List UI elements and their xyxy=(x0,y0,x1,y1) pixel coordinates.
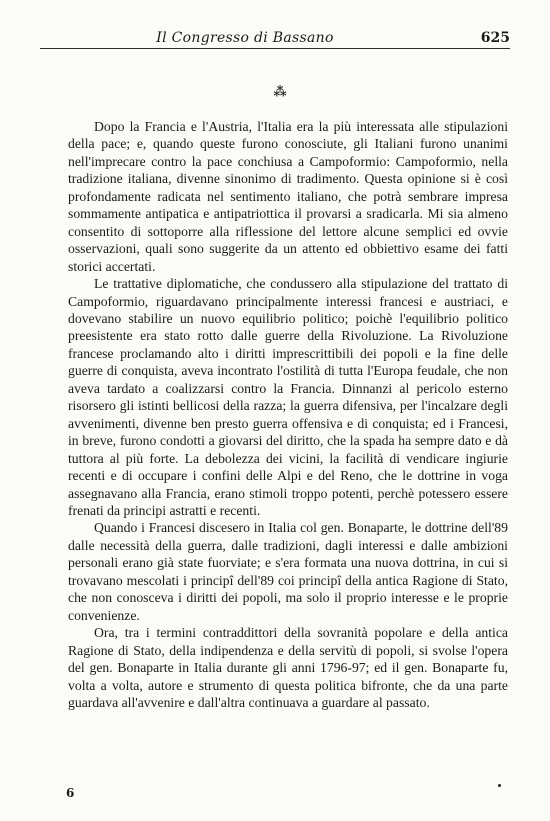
body-text xyxy=(68,118,508,711)
section-asterism: ⁂ xyxy=(273,85,287,100)
page-number: 625 xyxy=(480,30,510,46)
header-rule xyxy=(40,48,510,49)
running-title: Il Congresso di Bassano xyxy=(156,30,334,46)
signature-mark: 6 xyxy=(66,786,75,800)
paragraph: Quando i Francesi discesero in Italia col gen. Bonaparte, le dottrine dell'89 dalle necessità della guerra, dalle tradizioni, dagli interessi e dalle ambizioni personali erano già state fuorviate; e s'era formata una nuova dottrina, in cui si trovavano mescolati i principî dell'89 coi principî della antica Ragione di Stato, che non conosceva i diritti dei popoli, ma solo il proprio interesse e le proprie convenienze. xyxy=(68,520,508,623)
paragraph: Dopo la Francia e l'Austria, l'Italia era la più interessata alle stipulazioni della pace; e, quando queste furono conosciute, gli Italiani furono unanimi nell'imprecare contro la pace conchiusa a Campoformio: Campoformio, nella tradizione italiana, divenne sinonimo di tradimento. Questa opinione si è così profondamente radicata nel sentimento italiano, che potrà sembrare impresa sommamente antipatica e antipatriottica il provarsi a sradicarla. Mi sia almeno consentito di sottoporre alla riflessione del lettore alcune semplici ed ovvie osservazioni, quali sono suggerite da un attento ed obbiettivo esame dei fatti storici accertati. xyxy=(68,119,508,274)
paragraph: Ora, tra i termini contraddittori della sovranità popolare e della antica Ragione di Stato, della indipendenza e della servitù di popoli, si svolse l'opera del gen. Bonaparte in Italia durante gli anni 1796-97; ed il gen. Bonaparte fu, volta a volta, autore e strumento di questa politica bifronte, che da una parte guardava all'avvenire e dall'altra continuava a guardare al passato. xyxy=(68,625,508,710)
paragraph: Le trattative diplomatiche, che condussero alla stipulazione del trattato di Campoformio, riguardavano principalmente interessi francesi e austriaci, e dovevano stabilire un nuovo equilibrio politico; poichè l'equilibrio politico preesistente era stato rotto dalle guerre della Rivoluzione. La Rivoluzione francese proclamando alto i diritti imprescrittibili dei popoli e la fine delle guerre di conquista, aveva incontrato l'ostilità di tutta l'Europa feudale, che non aveva tardato a coalizzarsi contro la Francia. Dinnanzi al pericolo esterno risorsero gli istinti bellicosi della razza; la guerra difensiva, per l'incalzare degli avvenimenti, divenne ben presto guerra offensiva e di conquista; ed i Francesi, in breve, furono condotti a giovarsi del diritto, che la spada ha sempre dato e dà tuttora al più forte. La debolezza dei vicini, la facilità di vendicare ingiurie recenti e di occupare i confini delle Alpi e del Reno, che le dottrine in voga assegnavano alla Francia, erano stimoli troppo potenti, perchè potessero essere frenati da principi astratti e recenti. xyxy=(68,276,508,518)
ink-speck xyxy=(498,784,501,787)
page-header xyxy=(40,26,510,48)
